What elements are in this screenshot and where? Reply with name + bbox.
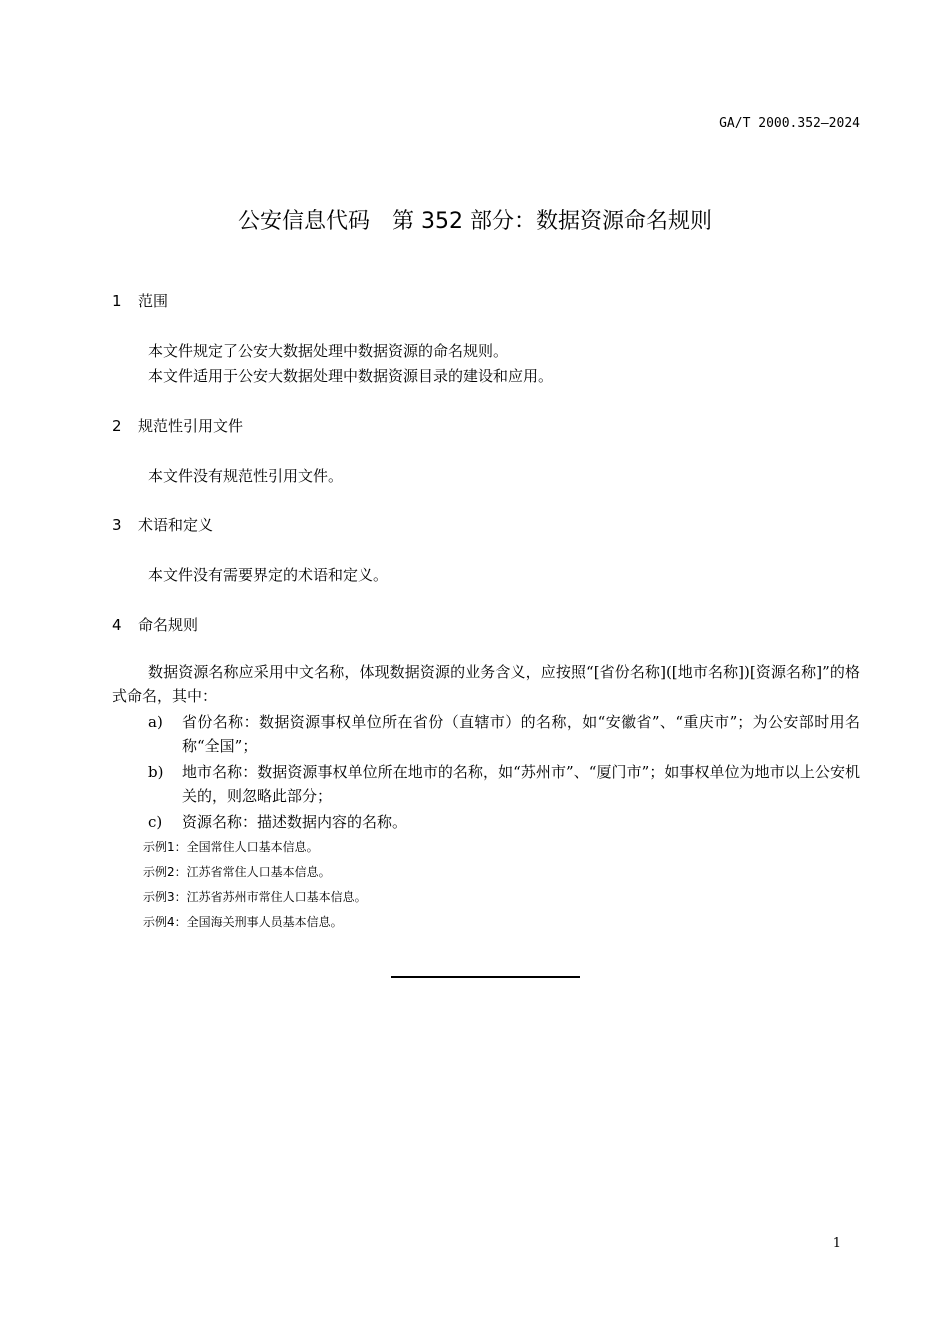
example-text: 江苏省常住人口基本信息。 — [186, 865, 331, 879]
title-part-b: 第 352 部分：数据资源命名规则 — [392, 209, 712, 234]
end-rule — [391, 976, 580, 978]
section-heading-3 — [112, 514, 213, 535]
example-label: 示例4： — [143, 915, 187, 929]
section-number: 2 — [112, 417, 122, 435]
list-item-label: c) — [148, 813, 163, 831]
example-text: 全国常住人口基本信息。 — [186, 840, 319, 854]
example — [143, 863, 331, 880]
section-heading-1 — [112, 290, 168, 311]
section-heading-2 — [112, 415, 243, 436]
naming-rule-intro: 数据资源名称应采用中文名称，体现数据资源的业务含义，应按照“[省份名称]([地市名称])[资源名称]”的格式命名，其中： — [112, 663, 860, 705]
section-number: 4 — [112, 616, 122, 634]
example-text: 全国海关刑事人员基本信息。 — [186, 915, 343, 929]
standard-code: GA/T 2000.352—2024 — [719, 116, 860, 131]
example — [143, 838, 319, 855]
section-title: 术语和定义 — [138, 516, 214, 534]
example — [143, 888, 367, 905]
list-item-text: 资源名称：描述数据内容的名称。 — [182, 813, 408, 831]
example — [143, 913, 343, 930]
section-title: 范围 — [138, 292, 169, 310]
section-number: 1 — [112, 292, 122, 310]
section-title: 规范性引用文件 — [138, 417, 244, 435]
paragraph: 本文件没有规范性引用文件。 — [148, 467, 344, 485]
section-heading-4 — [112, 614, 198, 635]
list-item-label: a) — [148, 713, 163, 731]
section-number: 3 — [112, 516, 122, 534]
example-label: 示例3： — [143, 890, 187, 904]
list-item — [148, 710, 860, 758]
example-label: 示例1： — [143, 840, 187, 854]
page-number: 1 — [832, 1236, 841, 1251]
list-item-text: 地市名称：数据资源事权单位所在地市的名称，如“苏州市”、“厦门市”；如事权单位为地市以上公安机关的，则忽略此部分； — [182, 763, 860, 805]
section-title: 命名规则 — [138, 616, 199, 634]
list-item-label: b) — [148, 763, 164, 781]
paragraph: 本文件没有需要界定的术语和定义。 — [148, 566, 389, 584]
list-item — [148, 810, 860, 834]
example-label: 示例2： — [143, 865, 187, 879]
paragraph: 本文件规定了公安大数据处理中数据资源的命名规则。 — [148, 342, 509, 360]
list-item — [148, 760, 860, 808]
list-item-text: 省份名称：数据资源事权单位所在省份（直辖市）的名称，如“安徽省”、“重庆市”；为公安部时用名称“全国”； — [182, 713, 860, 755]
paragraph: 本文件适用于公安大数据处理中数据资源目录的建设和应用。 — [148, 367, 554, 385]
example-text: 江苏省苏州市常住人口基本信息。 — [186, 890, 367, 904]
document-title — [0, 204, 950, 235]
title-part-a: 公安信息代码 — [238, 209, 371, 234]
